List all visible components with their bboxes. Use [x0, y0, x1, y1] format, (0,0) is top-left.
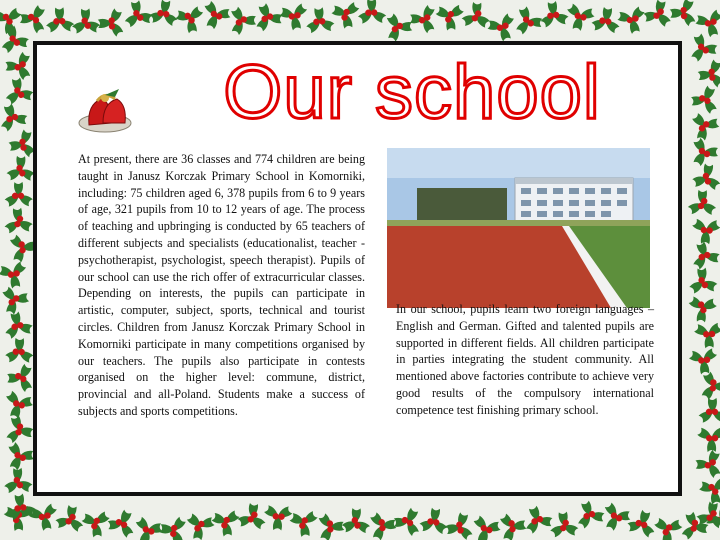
- christmas-bells-icon: [75, 87, 137, 142]
- school-photo: [387, 148, 650, 308]
- slide-title: Our school: [223, 50, 601, 135]
- intro-paragraph: At present, there are 36 classes and 774 children are being taught in Janusz Korczak Primary School in Komorniki, including: 75 children aged 6, 378 pupils from 6 to 9 years of age, 321 pupils from 10 to 12 years of age. The process of teaching and upbringing is conducted by 65 teachers of different subjects and specialists (educationalist, teacher - psychotherapist, psychologist, speech therapist). Pupils of our school can use the rich offer of extracurricular classes. Depending on interests, the pupils can participate in artistic, computer, subject, sports, technical and tourist circles. Children from Janusz Korczak Primary School in Komorniki participate in many competitions organised by our teachers. The pupils also participate in contests organised on the higher level: commune, district, provincial and all-Poland. Students make a success of subjects and sports competitions.: [78, 152, 365, 418]
- slide-card: [33, 41, 682, 496]
- languages-paragraph: In our school, pupils learn two foreign languages – English and German. Gifted and talented pupils are supported in different fields. All children participate in parties integrating the student community. All mentioned above factories contribute to achieve very good results of the compulsory international competence test finishing primary school.: [396, 302, 654, 417]
